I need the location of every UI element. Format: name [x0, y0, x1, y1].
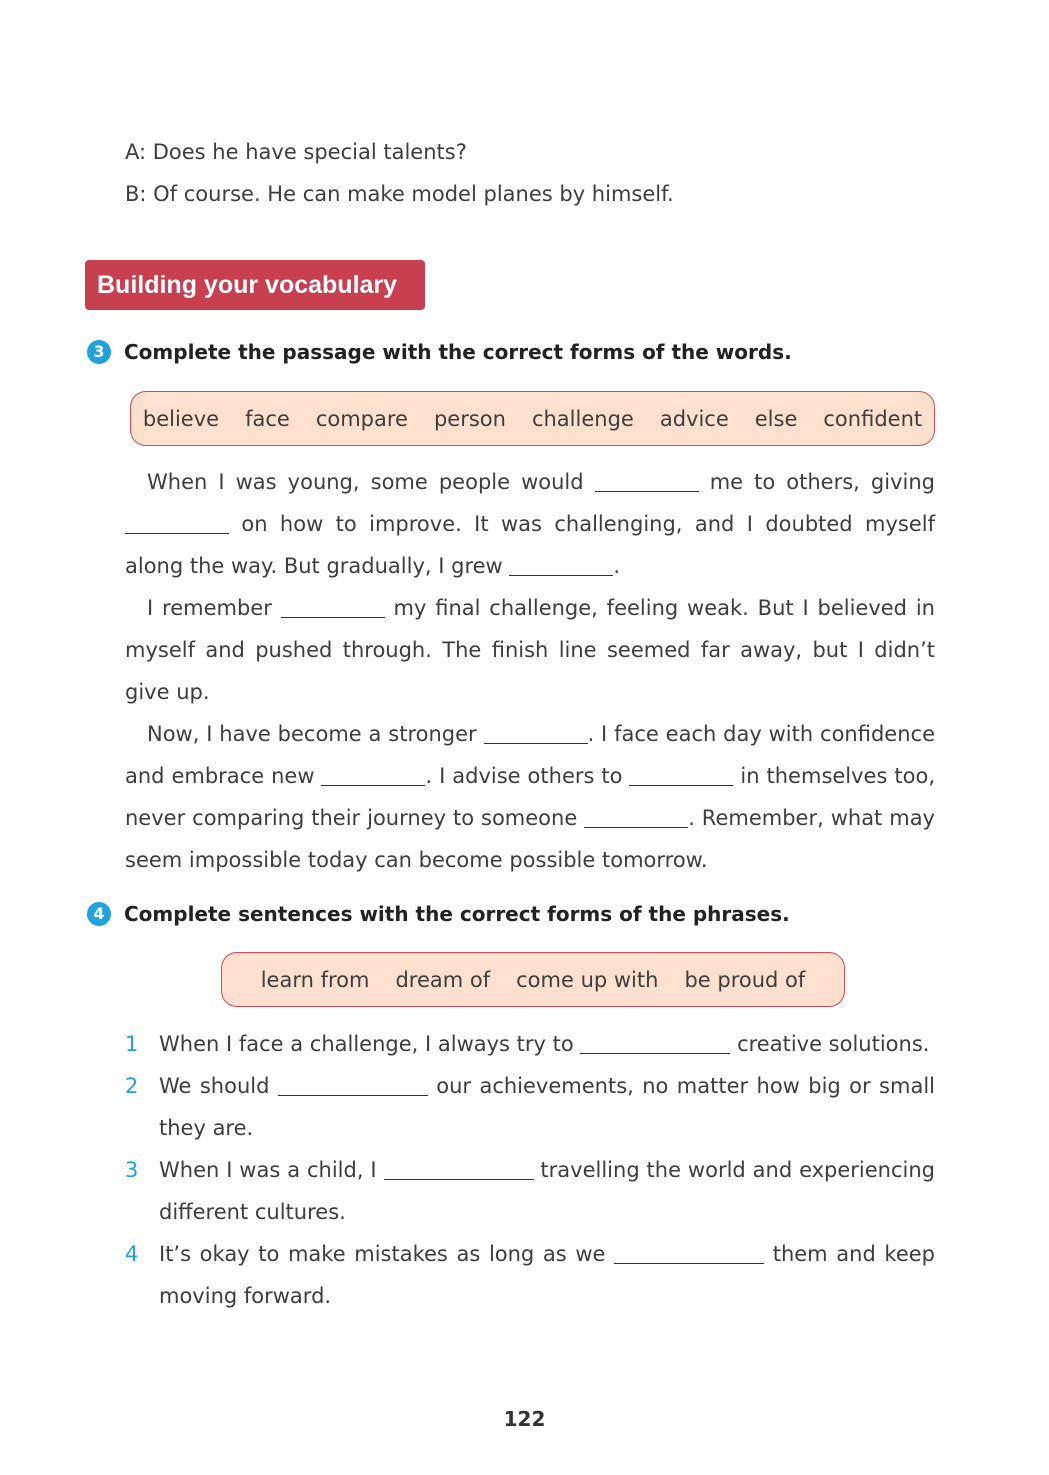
word-bank-item: person — [433, 406, 506, 431]
exercise-number-badge: 3 — [87, 340, 111, 364]
passage-paragraph-2: I remember my final challenge, feeling weak. But I believed in myself and pushed through. The finish line seemed far away, but I didn’t give up. — [125, 596, 935, 704]
page-number: 122 — [503, 1407, 546, 1431]
fill-blank[interactable] — [281, 596, 385, 618]
list-item: 3 When I was a child, I travelling the world and experiencing different cultures. — [125, 1149, 935, 1233]
sentence-number: 3 — [125, 1158, 139, 1182]
dialog-line-b: B: Of course. He can make model planes by himself. — [125, 182, 674, 206]
sentence-number: 2 — [125, 1074, 139, 1098]
phrase-bank-item: learn from — [260, 967, 370, 992]
word-bank-item: else — [754, 406, 798, 431]
fill-blank[interactable] — [584, 806, 688, 828]
phrase-bank-item: come up with — [516, 967, 659, 992]
word-bank-item: face — [245, 406, 290, 431]
exercise-number-badge: 4 — [87, 902, 111, 926]
fill-blank[interactable] — [509, 554, 613, 576]
section-title: Building your vocabulary — [85, 260, 425, 310]
sentence-number: 1 — [125, 1032, 139, 1056]
list-item: 1 When I face a challenge, I always try to creative solutions. — [125, 1023, 935, 1065]
fill-blank[interactable] — [614, 1242, 764, 1264]
passage-paragraph-1: When I was young, some people would me to others, giving on how to improve. It was challenging, and I doubted myself along the way. But gradually, I grew . — [125, 470, 935, 578]
word-bank-item: confident — [823, 406, 923, 431]
exercise-3-instruction: Complete the passage with the correct forms of the words. — [124, 340, 792, 364]
fill-blank[interactable] — [321, 764, 425, 786]
fill-blank[interactable] — [595, 470, 699, 492]
fill-blank[interactable] — [629, 764, 733, 786]
phrase-bank-item: dream of — [395, 967, 491, 992]
sentence-list — [125, 1023, 935, 1317]
list-item: 2 We should our achievements, no matter how big or small they are. — [125, 1065, 935, 1149]
exercise-3-heading — [87, 338, 792, 366]
word-bank-item: challenge — [531, 406, 634, 431]
fill-blank[interactable] — [278, 1074, 428, 1096]
word-bank — [130, 391, 935, 446]
fill-blank[interactable] — [580, 1032, 730, 1054]
phrase-bank — [221, 952, 845, 1007]
word-bank-item: compare — [315, 406, 408, 431]
phrase-bank-item: be proud of — [684, 967, 806, 992]
dialog-line-a: A: Does he have special talents? — [125, 140, 467, 164]
passage — [125, 461, 935, 881]
passage-paragraph-3: Now, I have become a stronger . I face each day with confidence and embrace new . I advise others to in themselves too, never comparing their journey to someone . Remember, what may seem impossible today can become possible tomorrow. — [125, 722, 935, 872]
exercise-4-heading — [87, 900, 790, 928]
word-bank-item: advice — [659, 406, 729, 431]
fill-blank[interactable] — [484, 722, 588, 744]
fill-blank[interactable] — [384, 1158, 534, 1180]
word-bank-item: believe — [142, 406, 220, 431]
exercise-4-instruction: Complete sentences with the correct forms of the phrases. — [124, 902, 790, 926]
list-item: 4 It’s okay to make mistakes as long as we them and keep moving forward. — [125, 1233, 935, 1317]
sentence-number: 4 — [125, 1242, 139, 1266]
fill-blank[interactable] — [125, 512, 229, 534]
